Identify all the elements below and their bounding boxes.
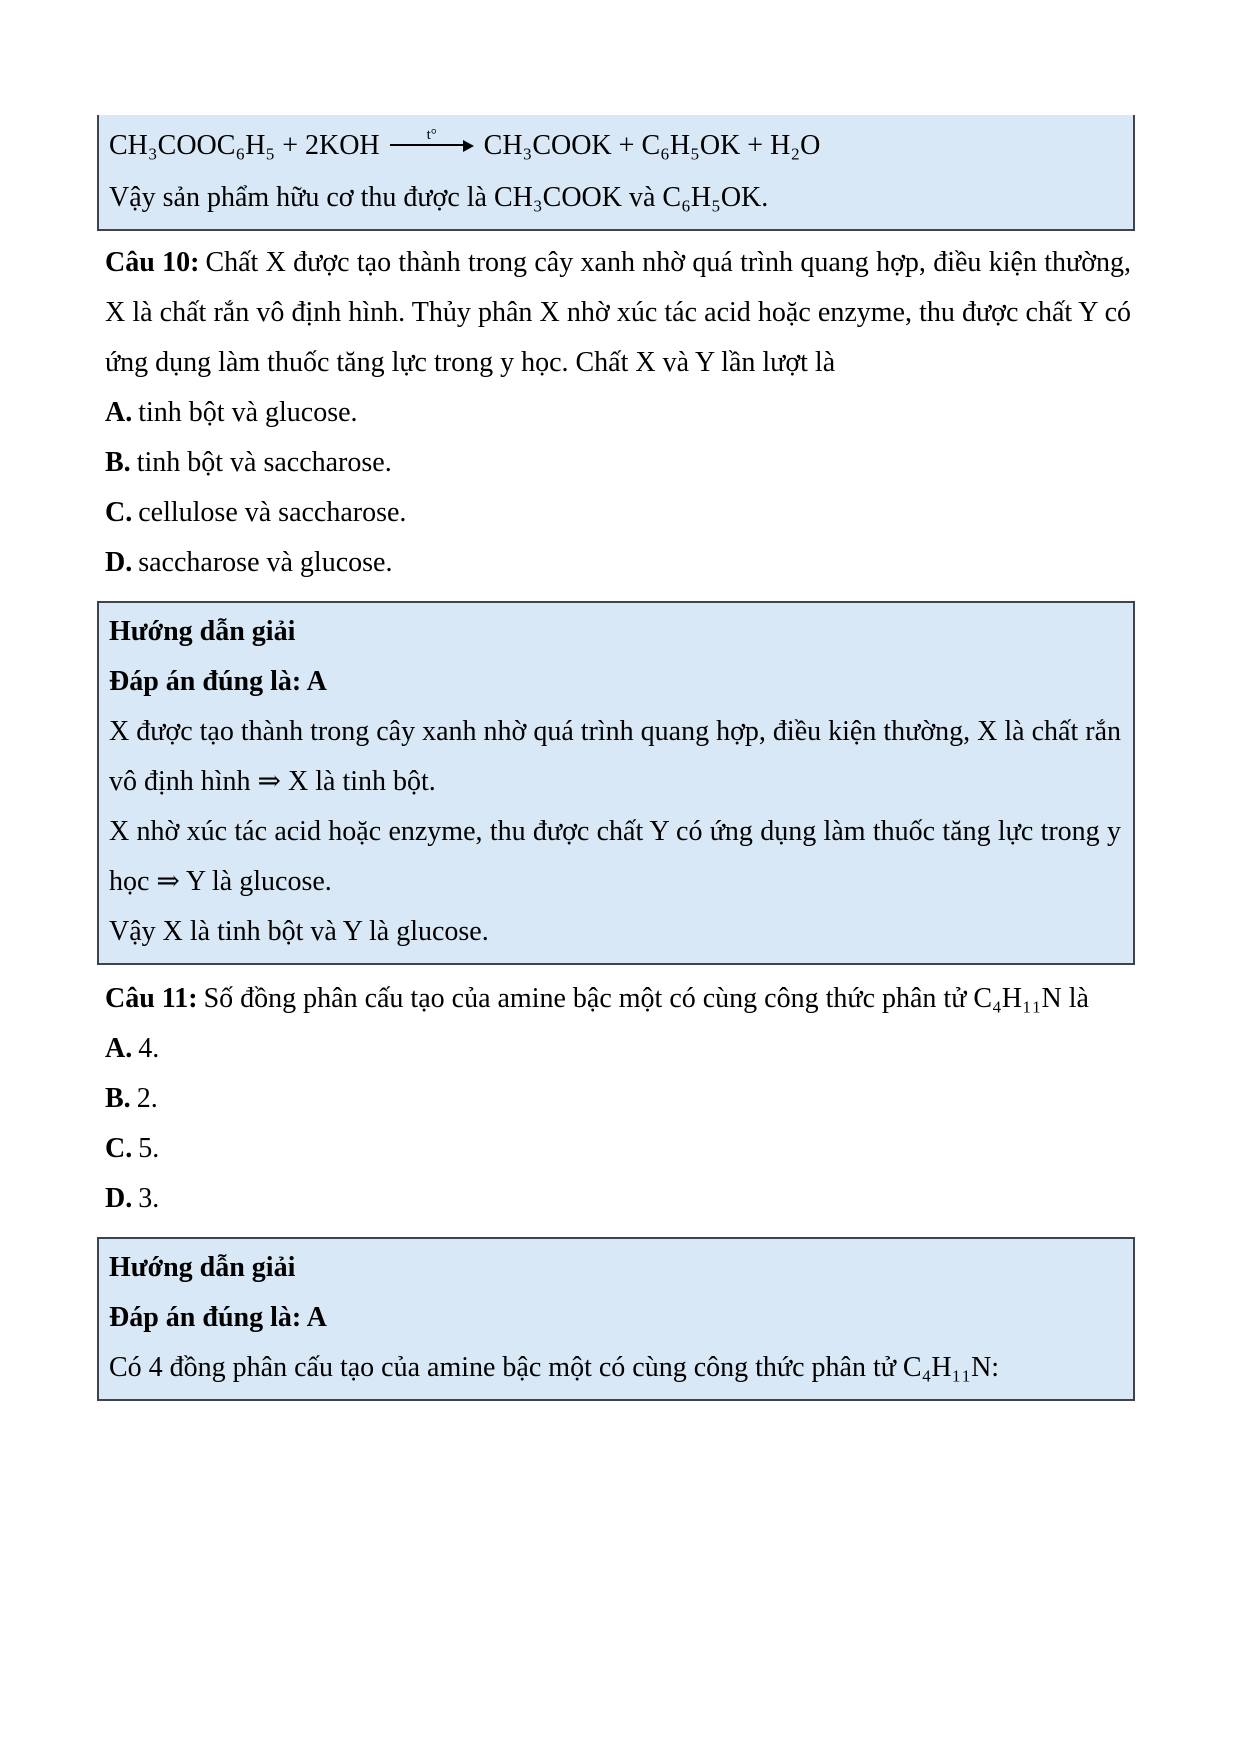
question-10-text [97, 238, 1135, 388]
option-a-text: 4. [138, 1033, 160, 1064]
option-d-letter: D. [105, 1183, 133, 1214]
reaction-arrow-icon [390, 128, 474, 158]
equation-conclusion: Vậy sản phẩm hữu cơ thu được là CH₃COOK và C₆H₅OK. [109, 182, 769, 213]
option-b [105, 438, 1135, 488]
solution-heading: Hướng dẫn giải [109, 1252, 296, 1283]
option-a-letter: A. [105, 397, 133, 428]
page-content-column [97, 0, 1135, 1401]
option-b-text: 2. [136, 1083, 158, 1114]
option-b-letter: B. [105, 1083, 131, 1114]
option-a [105, 1024, 1135, 1074]
option-a-letter: A. [105, 1033, 133, 1064]
option-c-text: cellulose và saccharose. [138, 497, 407, 528]
option-c [105, 488, 1135, 538]
equation-products: CH₃COOK + C₆H₅OK + H₂O [483, 130, 821, 161]
option-a [105, 388, 1135, 438]
solution-conclusion: Vậy X là tinh bột và Y là glucose. [109, 916, 489, 947]
question-10-options [97, 388, 1135, 588]
option-c-letter: C. [105, 1133, 133, 1164]
equation-reactants: CH₃COOC₆H₅ + 2KOH [109, 130, 380, 161]
question-11-body: Số đồng phân cấu tạo của amine bậc một có cùng công thức phân tử C₄H₁₁N là [203, 983, 1089, 1014]
solution-paragraph: X nhờ xúc tác acid hoặc enzyme, thu được chất Y có ứng dụng làm thuốc tăng lực trong y học ⇒ Y là glucose. [109, 816, 1121, 897]
option-a-text: tinh bột và glucose. [138, 397, 358, 428]
question-11-label: Câu 11: [105, 983, 198, 1014]
option-c [105, 1124, 1135, 1174]
chemical-equation [109, 119, 1121, 173]
option-b-text: tinh bột và saccharose. [136, 447, 392, 478]
option-b-letter: B. [105, 447, 131, 478]
arrow-condition-label: t° [426, 127, 437, 143]
correct-answer-line: Đáp án đúng là: A [109, 666, 327, 697]
question-11-options [97, 1024, 1135, 1224]
option-d-text: 3. [138, 1183, 160, 1214]
solution-paragraph: X được tạo thành trong cây xanh nhờ quá trình quang hợp, điều kiện thường, X là chất rắn vô định hình ⇒ X là tinh bột. [109, 716, 1121, 797]
question-10-label: Câu 10: [105, 247, 200, 278]
option-d-letter: D. [105, 547, 133, 578]
solution-box-q11 [97, 1237, 1135, 1401]
solution-box-q10 [97, 601, 1135, 965]
correct-answer-line: Đáp án đúng là: A [109, 1302, 327, 1333]
question-11-text [97, 974, 1135, 1024]
solution-heading: Hướng dẫn giải [109, 616, 296, 647]
option-b [105, 1074, 1135, 1124]
option-d [105, 538, 1135, 588]
option-c-letter: C. [105, 497, 133, 528]
option-d-text: saccharose và glucose. [138, 547, 393, 578]
question-10-body: Chất X được tạo thành trong cây xanh nhờ quá trình quang hợp, điều kiện thường, X là chất rắn vô định hình. Thủy phân X nhờ xúc tác acid hoặc enzyme, thu được chất Y có ứng dụng làm thuốc tăng lực trong y học. Chất X và Y lần lượt là [105, 247, 1131, 378]
option-c-text: 5. [138, 1133, 160, 1164]
solution-paragraph: Có 4 đồng phân cấu tạo của amine bậc một có cùng công thức phân tử C₄H₁₁N: [109, 1352, 1000, 1383]
option-d [105, 1174, 1135, 1224]
solution-box-q9-continuation [97, 115, 1135, 231]
